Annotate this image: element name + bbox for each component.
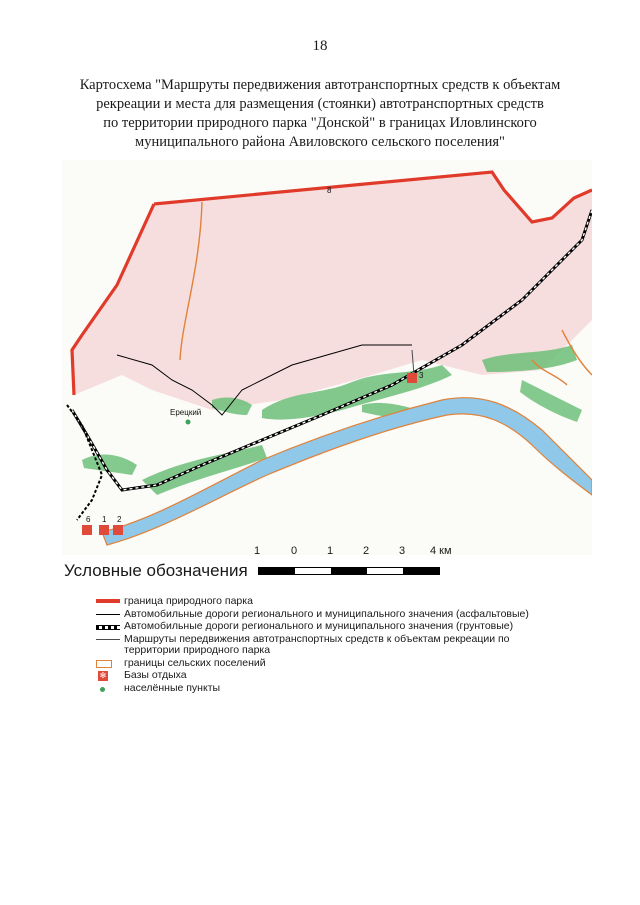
park-border-icon <box>96 599 120 603</box>
settlement-border-icon <box>96 660 112 668</box>
legend-item-label: Автомобильные дороги регионального и муниципального значения (асфальтовые) <box>124 607 529 620</box>
title-line: муниципального района Авиловского сельского поселения" <box>135 134 505 150</box>
legend-item-label: Маршруты передвижения автотранспортных средств к объектам рекреации по территории природного парка <box>124 632 510 656</box>
title-line: по территории природного парка "Донской" в границах Иловлинского <box>103 115 537 131</box>
legend-item-recreation-base <box>96 670 566 682</box>
scale-label: 3 <box>399 545 406 557</box>
map-title <box>40 76 600 152</box>
route-icon <box>96 639 120 640</box>
scale-label: 0 <box>291 545 298 557</box>
base-marker-label: 6 <box>86 515 91 524</box>
base-marker-label: 3 <box>419 371 424 380</box>
legend-item-asphalt-road <box>96 609 566 621</box>
legend-item-label: Базы отдыха <box>124 669 187 681</box>
dirt-road-icon <box>96 625 120 630</box>
legend-item-label: границы сельских поселений <box>124 656 266 669</box>
scale-label: 2 <box>363 545 370 557</box>
recreation-base-icon: ✻ <box>99 671 107 680</box>
base-marker-label: 2 <box>117 515 122 524</box>
legend-item-settlement-border <box>96 658 566 670</box>
legend-title: Условные обозначения <box>64 561 248 580</box>
legend-item-label: граница природного парка <box>124 595 253 607</box>
legend-item-settlement <box>96 683 566 695</box>
scale-bar <box>250 545 460 581</box>
settlement-dot-icon <box>100 687 105 692</box>
title-line: Картосхема "Маршруты передвижения автотранспортных средств к объектам <box>79 77 561 93</box>
scale-segments <box>258 567 440 575</box>
legend-item-label: населённые пункты <box>124 681 221 694</box>
recreation-bases-west <box>82 515 123 535</box>
page-number: 18 <box>312 38 328 54</box>
legend-item-label: Автомобильные дороги регионального и муниципального значения (грунтовые) <box>124 620 514 632</box>
scale-label: 4 км <box>430 545 452 557</box>
legend-item-route <box>96 634 566 657</box>
settlement-label: Ерецкий <box>170 408 202 417</box>
scale-label: 1 <box>327 545 334 557</box>
legend <box>96 596 566 695</box>
map-canvas[interactable] <box>62 160 592 555</box>
settlement-dot <box>186 420 191 425</box>
legend-item-dirt-road <box>96 621 566 633</box>
base-marker-label: 1 <box>102 515 107 524</box>
asphalt-road-icon <box>96 614 120 615</box>
boundary-marker-label: 8 <box>327 186 332 195</box>
scale-label: 1 <box>254 545 261 557</box>
legend-item-park-border <box>96 596 566 608</box>
title-line: рекреации и места для размещения (стоянки) автотранспортных средств <box>96 96 544 112</box>
